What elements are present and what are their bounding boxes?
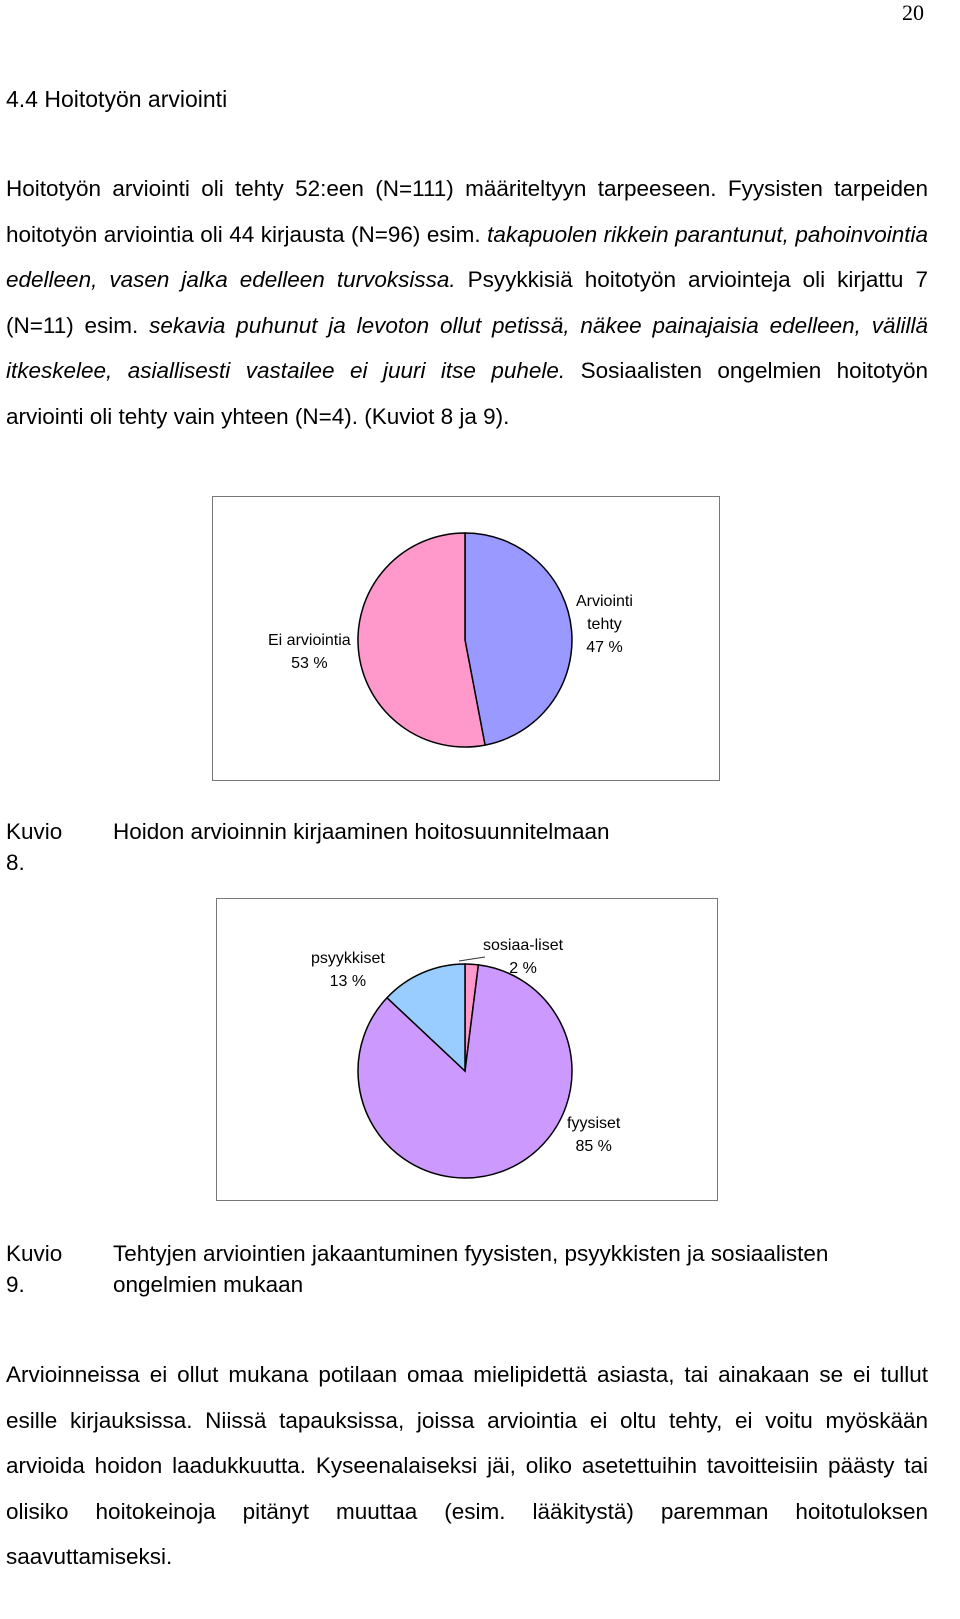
pie-chart-9-svg (217, 899, 719, 1202)
paragraph-text: Sosiaalisten ongelmien hoitotyön arviointi oli tehty vain yhteen (N=4). (Kuviot 8 ja 9). (6, 358, 928, 429)
slice-value-label: 85 % (575, 1138, 612, 1155)
section-heading: 4.4 Hoitotyön arviointi (6, 86, 228, 112)
slice-label-text: psyykkiset (311, 950, 385, 967)
slice-label-text: Ei arviointia (268, 632, 351, 649)
slice-value-label: 2 % (509, 960, 537, 977)
pie-chart-8 (212, 496, 720, 781)
slice-label-arviointi-tehty (576, 590, 633, 659)
paragraph-text: Hoitotyön arviointi oli tehty 52:een (N=111) määriteltyyn tarpeeseen. Fyysisten tarpeiden hoitotyön arviointia oli 44 kirjausta (N=96) esim. (6, 176, 928, 247)
slice-label-text: tehty (587, 616, 622, 633)
slice-label-psyykkiset (311, 947, 385, 993)
slice-label-text: fyysiset (567, 1115, 621, 1132)
slice-label-text: Arviointi (576, 593, 633, 610)
body-paragraph-1 (6, 166, 928, 439)
slice-label-text: sosiaa-liset (483, 937, 564, 954)
slice-label-sosiaaliset (483, 934, 563, 980)
leader-line (459, 957, 485, 961)
chart8-slice-0 (465, 533, 572, 745)
slice-label-fyysiset (567, 1112, 620, 1158)
slice-value-label: 47 % (586, 639, 623, 656)
pie-chart-9 (216, 898, 718, 1201)
example-quote: sekavia puhunut ja levoton ollut petissä, näkee painajaisia edelleen, välillä itkeskelee, asiallisesti vastailee ei juuri itse puhele. (6, 312, 928, 383)
body-paragraph-2: Arvioinneissa ei ollut mukana potilaan omaa mielipidettä asiasta, tai ainakaan se ei tullut esille kirjauksissa. Niissä tapauksissa, joissa arviointia ei oltu tehty, ei voitu myöskään arvioida hoidon laadukkuutta. Kyseenalaiseksi jäi, oliko asetettuihin tavoitteisiin päästy tai olisiko hoitokeinoja pitänyt muuttaa (esim. lääkitystä) paremman hoitotuloksen saavuttamiseksi. (6, 1362, 928, 1569)
caption-number: Kuvio 9. (6, 1241, 63, 1297)
slice-label-ei-arviointia (268, 629, 351, 675)
caption-text: Tehtyjen arviointien jakaantuminen fyysisten, psyykkisten ja sosiaalisten ongelmien mukaan (113, 1241, 829, 1297)
slice-value-label: 53 % (291, 655, 328, 672)
caption-text: Hoidon arvioinnin kirjaaminen hoitosuunnitelmaan (113, 819, 610, 844)
paragraph-text: Psyykkisiä hoitotyön arviointeja oli kirjattu 7 (N=11) esim. (6, 267, 928, 338)
example-quote: takapuolen rikkein parantunut, pahoinvointia edelleen, vasen jalka edelleen turvoksissa. (6, 221, 928, 292)
page-number: 20 (902, 0, 924, 25)
slice-value-label: 13 % (329, 973, 367, 990)
caption-number: Kuvio 8. (6, 819, 63, 875)
